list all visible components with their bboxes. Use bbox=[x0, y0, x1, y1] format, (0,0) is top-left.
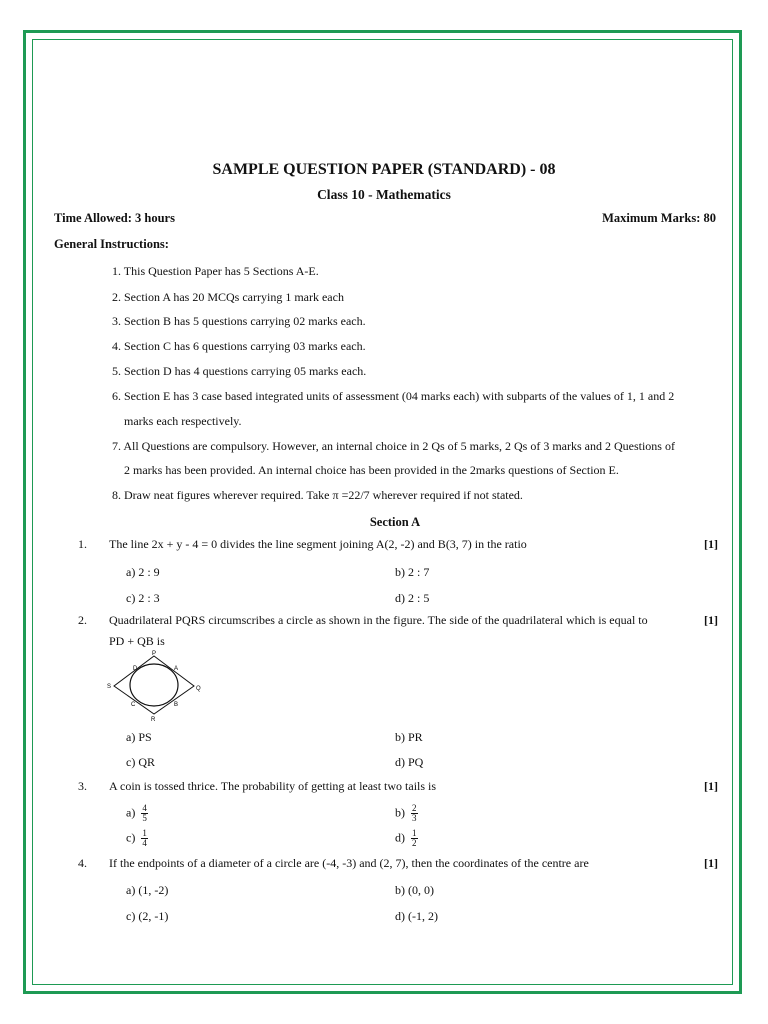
instruction-item: 2. Section A has 20 MCQs carrying 1 mark each bbox=[112, 290, 344, 304]
option-prefix: a) bbox=[126, 805, 136, 820]
question-text: Quadrilateral PQRS circumscribes a circle as shown in the figure. The side of the quadrilateral which is equal to bbox=[109, 613, 648, 627]
figure-label-c: C bbox=[131, 702, 136, 708]
fraction bbox=[141, 829, 148, 848]
option-b[interactable]: b) PR bbox=[395, 730, 423, 744]
time-allowed: Time Allowed: 3 hours bbox=[54, 211, 175, 225]
question-number: 1. bbox=[78, 537, 87, 551]
question-number: 2. bbox=[78, 613, 87, 627]
option-d[interactable]: d) (-1, 2) bbox=[395, 909, 438, 923]
question-marks: [1] bbox=[704, 613, 718, 627]
figure-label-s: S bbox=[107, 684, 112, 690]
question-number: 3. bbox=[78, 779, 87, 793]
fraction-numerator: 1 bbox=[412, 828, 417, 838]
instruction-item: 3. Section B has 5 questions carrying 02 marks each. bbox=[112, 314, 366, 328]
fraction-numerator: 2 bbox=[412, 803, 417, 813]
maximum-marks: Maximum Marks: 80 bbox=[602, 211, 716, 225]
option-b[interactable]: b) 2 : 7 bbox=[395, 565, 430, 579]
instruction-item: 5. Section D has 4 questions carrying 05 marks each. bbox=[112, 364, 367, 378]
instruction-item-continued: marks each respectively. bbox=[124, 414, 242, 428]
option-prefix: b) bbox=[395, 805, 405, 820]
section-heading: Section A bbox=[369, 515, 421, 529]
question-text-continued: PD + QB is bbox=[109, 634, 165, 648]
option-prefix: c) bbox=[126, 830, 136, 845]
option-d[interactable] bbox=[395, 829, 418, 848]
option-d[interactable]: d) 2 : 5 bbox=[395, 591, 430, 605]
instruction-item: 8. Draw neat figures wherever required. Take π =22/7 wherever required if not stated. bbox=[112, 488, 523, 502]
option-a[interactable] bbox=[126, 804, 148, 823]
instruction-item: 6. Section E has 3 case based integrated units of assessment (04 marks each) with subparts of the values of 1, 1 and 2 bbox=[112, 389, 675, 403]
paper-subtitle: Class 10 - Mathematics bbox=[317, 187, 451, 202]
question-marks: [1] bbox=[704, 856, 718, 870]
fraction-denominator: 3 bbox=[412, 813, 417, 823]
question-marks: [1] bbox=[704, 537, 718, 551]
fraction-denominator: 4 bbox=[142, 838, 147, 848]
question-text: The line 2x + y - 4 = 0 divides the line segment joining A(2, -2) and B(3, 7) in the ratio bbox=[109, 537, 527, 551]
question-text: If the endpoints of a diameter of a circle are (-4, -3) and (2, 7), then the coordinates of the centre are bbox=[109, 856, 589, 870]
quadrilateral-pqrs bbox=[114, 656, 194, 714]
option-b[interactable] bbox=[395, 804, 418, 823]
figure-label-d: D bbox=[133, 666, 138, 672]
figure-label-a: A bbox=[174, 666, 179, 672]
instructions-heading: General Instructions: bbox=[54, 237, 169, 251]
instruction-item-continued: 2 marks has been provided. An internal choice has been provided in the 2marks questions of Section E. bbox=[124, 463, 619, 477]
instruction-item: 7. All Questions are compulsory. However, an internal choice in 2 Qs of 5 marks, 2 Qs of 3 marks and 2 Questions of bbox=[112, 439, 675, 453]
fraction-denominator: 5 bbox=[142, 813, 147, 823]
option-d[interactable]: d) PQ bbox=[395, 755, 424, 769]
option-c[interactable]: c) 2 : 3 bbox=[126, 591, 160, 605]
fraction bbox=[411, 804, 418, 823]
option-c[interactable] bbox=[126, 829, 148, 848]
fraction-numerator: 4 bbox=[142, 803, 147, 813]
paper-title: SAMPLE QUESTION PAPER (STANDARD) - 08 bbox=[212, 161, 556, 178]
option-a[interactable]: a) 2 : 9 bbox=[126, 565, 160, 579]
option-prefix: d) bbox=[395, 830, 405, 845]
fraction-denominator: 2 bbox=[412, 838, 417, 848]
option-b[interactable]: b) (0, 0) bbox=[395, 883, 434, 897]
option-a[interactable]: a) (1, -2) bbox=[126, 883, 169, 897]
fraction bbox=[411, 829, 418, 848]
option-a[interactable]: a) PS bbox=[126, 730, 152, 744]
question-marks: [1] bbox=[704, 779, 718, 793]
figure-label-q: Q bbox=[196, 686, 201, 692]
instruction-item: 4. Section C has 6 questions carrying 03 marks each. bbox=[112, 339, 366, 353]
figure-label-p: P bbox=[152, 651, 157, 657]
figure-label-b: B bbox=[174, 702, 179, 708]
quadrilateral-circle-figure bbox=[104, 648, 214, 722]
question-number: 4. bbox=[78, 856, 87, 870]
fraction-numerator: 1 bbox=[142, 828, 147, 838]
option-c[interactable]: c) (2, -1) bbox=[126, 909, 169, 923]
option-c[interactable]: c) QR bbox=[126, 755, 155, 769]
figure-label-r: R bbox=[151, 717, 156, 722]
question-text: A coin is tossed thrice. The probability of getting at least two tails is bbox=[109, 779, 437, 793]
instruction-item: 1. This Question Paper has 5 Sections A-E. bbox=[112, 264, 319, 278]
fraction bbox=[141, 804, 148, 823]
